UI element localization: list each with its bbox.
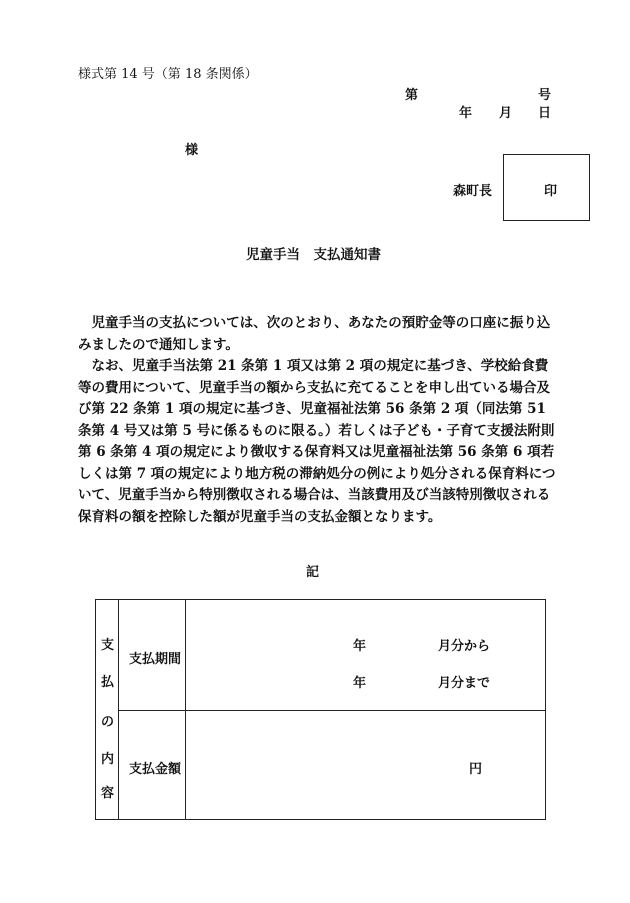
side-label-char: 内 bbox=[101, 752, 115, 767]
period-to-month: 月分まで bbox=[438, 676, 491, 691]
side-label-char: の bbox=[101, 715, 115, 730]
period-from-month: 月分から bbox=[438, 639, 491, 654]
body-paragraph-2: なお、児童手当法第 21 条第 1 項又は第 2 項の規定に基づき、学校給食費等の費用について、児童手当の額から支払に充てることを申し出ている場合及び第 22 条第 1 項の規定に基づき、児童福祉法第 56 条第 2 項（同法第 51 条第 4 号又は第 5 号に係るものに限る。）若しくは子ども・子育て支援法附則第 6 条第 4 項の規定により徴収する保育料又は児童福祉法第 56 条第 6 項若しくは第 7 項の規定により地方税の滞納処分の例により処分される保育料について、児童手当から特別徴収される場合は、当該費用及び当該特別徴収される保育料の額を控除した額が児童手当の支払金額となります。 bbox=[78, 358, 556, 525]
table-divider-horizontal bbox=[118, 710, 545, 711]
issuer-title: 森町長 bbox=[453, 184, 493, 199]
seal-box bbox=[503, 154, 590, 221]
side-label-char: 払 bbox=[101, 675, 115, 690]
addressee-honorific: 様 bbox=[185, 143, 199, 158]
seal-mark: 印 bbox=[544, 184, 558, 199]
date-day-label: 日 bbox=[538, 106, 552, 121]
number-go-label: 号 bbox=[538, 88, 552, 103]
payment-period-label: 支払期間 bbox=[129, 652, 182, 667]
date-year-label: 年 bbox=[459, 106, 473, 121]
document-title: 児童手当 支払通知書 bbox=[246, 247, 381, 263]
side-label-char: 容 bbox=[101, 786, 115, 801]
period-to-year: 年 bbox=[353, 676, 367, 691]
payment-details-table bbox=[95, 599, 546, 820]
side-label-char: 支 bbox=[101, 638, 115, 653]
form-number: 様式第 14 号（第 18 条関係） bbox=[78, 67, 258, 82]
amount-unit-yen: 円 bbox=[469, 762, 483, 777]
body-paragraph-1: 児童手当の支払については、次のとおり、あなたの預貯金等の口座に振り込みましたので通知します。 bbox=[78, 315, 551, 353]
ki-heading: 記 bbox=[306, 565, 320, 580]
period-from-year: 年 bbox=[353, 639, 367, 654]
date-month-label: 月 bbox=[499, 106, 513, 121]
number-dai-label: 第 bbox=[405, 88, 419, 103]
body-text bbox=[78, 313, 556, 528]
payment-amount-label: 支払金額 bbox=[129, 762, 182, 777]
